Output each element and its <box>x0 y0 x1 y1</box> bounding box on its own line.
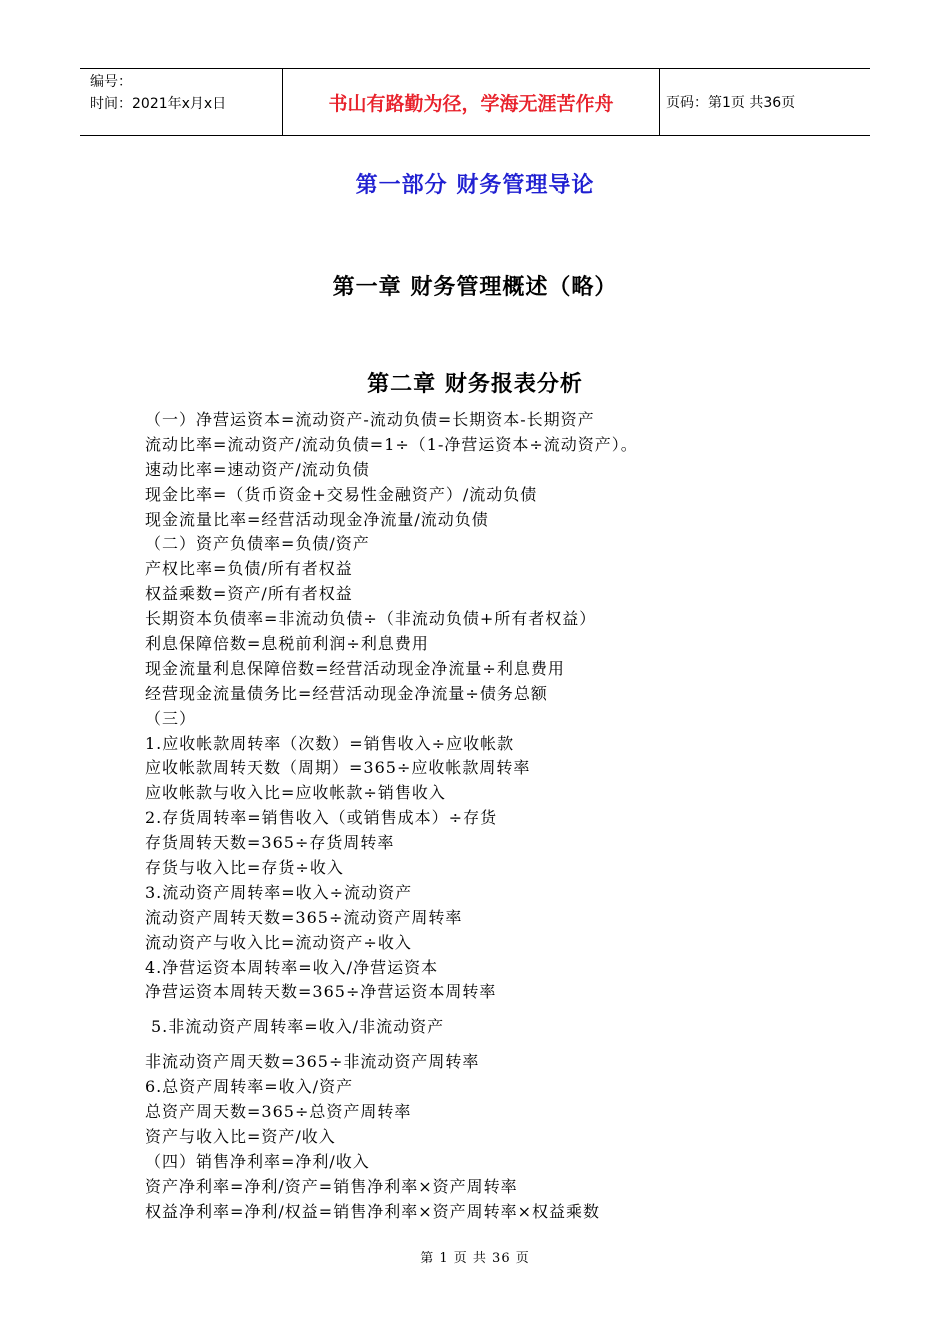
formula-line: 5.非流动资产周转率=收入/非流动资产 <box>151 1017 445 1037</box>
header-motto: 书山有路勤为径，学海无涯苦作舟 <box>282 69 660 135</box>
formula-line: （三） <box>145 708 197 728</box>
chapter1-title: 第一章 财务管理概述（略） <box>332 275 618 300</box>
formula-line: 资产净利率=净利/资产=销售净利率×资产周转率 <box>145 1176 518 1196</box>
page-footer: 第 1 页 共 36 页 <box>420 1251 530 1266</box>
chapter2-title: 第二章 财务报表分析 <box>367 372 583 397</box>
formula-list <box>145 408 865 1225</box>
formula-line: （一）净营运资本=流动资产-流动负债=长期资本-长期资产 <box>145 410 595 429</box>
formula-line: 应收帐款周转天数（周期）=365÷应收帐款周转率 <box>145 758 531 778</box>
formula-line: 流动资产周转天数=365÷流动资产周转率 <box>145 907 463 927</box>
formula-line: 权益乘数=资产/所有者权益 <box>145 584 353 604</box>
formula-line: 利息保障倍数=息税前利润÷利息费用 <box>145 634 429 654</box>
part-title: 第一部分 财务管理导论 <box>355 173 595 198</box>
formula-line: 产权比率=负债/所有者权益 <box>145 559 353 579</box>
formula-line: 6.总资产周转率=收入/资产 <box>145 1077 354 1097</box>
formula-line: 3.流动资产周转率=收入÷流动资产 <box>145 882 413 902</box>
formula-line: 净营运资本周转天数=365÷净营运资本周转率 <box>145 982 497 1002</box>
formula-line: 存货周转天数=365÷存货周转率 <box>145 833 395 853</box>
formula-line: 速动比率=速动资产/流动负债 <box>145 459 370 479</box>
formula-line: 4.净营运资本周转率=收入/净营运资本 <box>145 957 439 977</box>
formula-line: 长期资本负债率=非流动负债÷（非流动负债+所有者权益） <box>145 609 597 629</box>
formula-line: 总资产周天数=365÷总资产周转率 <box>145 1102 412 1122</box>
formula-line: 应收帐款与收入比=应收帐款÷销售收入 <box>145 783 446 803</box>
formula-line: 现金流量利息保障倍数=经营活动现金净流量÷利息费用 <box>145 658 565 678</box>
formula-line: 1.应收帐款周转率（次数）=销售收入÷应收帐款 <box>145 733 515 753</box>
header-meta <box>80 69 282 135</box>
formula-line: 现金流量比率=经营活动现金净流量/流动负债 <box>145 509 489 529</box>
formula-line: 流动比率=流动资产/流动负债=1÷（1-净营运资本÷流动资产）。 <box>145 434 638 454</box>
time-label: 时间：2021年x月x日 <box>90 96 227 112</box>
formula-line: 2.存货周转率=销售收入（或销售成本）÷存货 <box>145 808 498 828</box>
formula-line: 存货与收入比=存货÷收入 <box>145 858 344 878</box>
formula-line: 现金比率=（货币资金+交易性金融资产）/流动负债 <box>145 484 538 504</box>
formula-line: 权益净利率=净利/权益=销售净利率×资产周转率×权益乘数 <box>145 1201 601 1221</box>
formula-line: （四）销售净利率=净利/收入 <box>145 1151 370 1171</box>
formula-line: 流动资产与收入比=流动资产÷收入 <box>145 932 412 952</box>
formula-line: （二）资产负债率=负债/资产 <box>145 534 370 554</box>
page-header <box>80 68 870 136</box>
formula-line: 非流动资产周天数=365÷非流动资产周转率 <box>145 1052 480 1072</box>
formula-line: 资产与收入比=资产/收入 <box>145 1126 336 1146</box>
header-page-info: 页码：第1页 共36页 <box>666 95 796 111</box>
formula-line: 经营现金流量债务比=经营活动现金净流量÷债务总额 <box>145 683 548 703</box>
number-label: 编号： <box>90 74 132 90</box>
